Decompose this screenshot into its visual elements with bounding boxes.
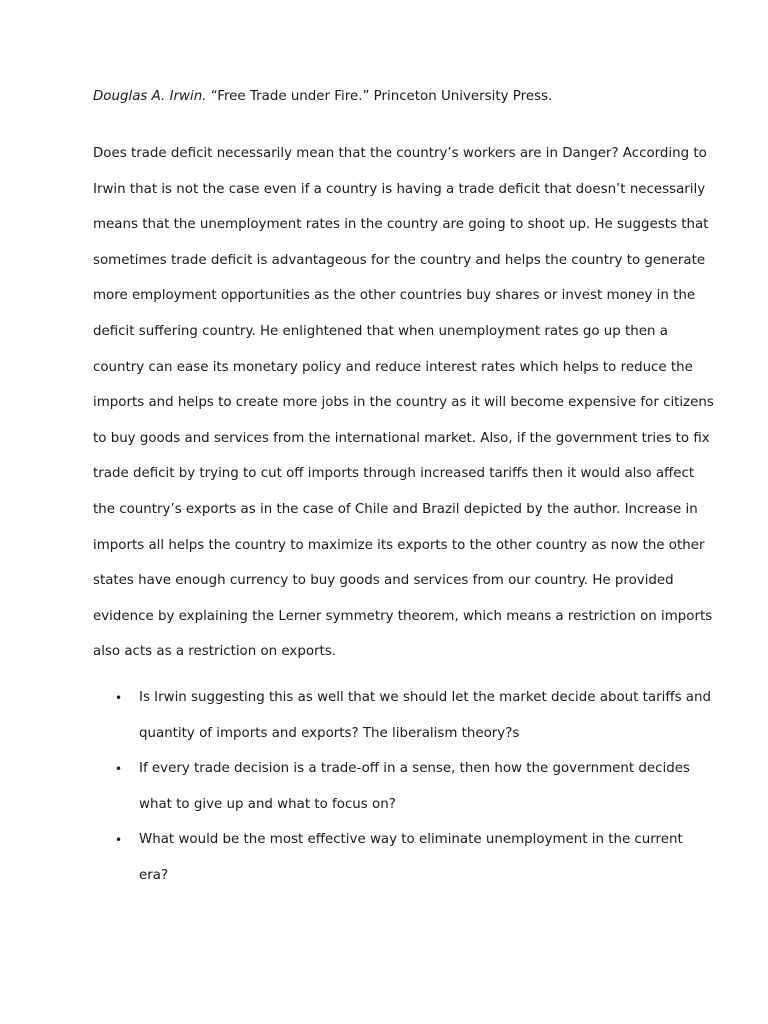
paragraph-line: to buy goods and services from the international market. Also, if the government tries to fix bbox=[93, 430, 710, 446]
paragraph-line: states have enough currency to buy goods and services from our country. He provided bbox=[93, 573, 674, 589]
paragraph-line: imports all helps the country to maximize its exports to the other country as now the other bbox=[93, 537, 705, 553]
citation-author: Douglas A. Irwin. bbox=[93, 89, 207, 104]
body-paragraph bbox=[93, 144, 714, 678]
paragraph-line: Irwin that is not the case even if a country is having a trade deficit that doesn’t necessarily bbox=[93, 181, 706, 197]
paragraph-line: more employment opportunities as the other countries buy shares or invest money in the bbox=[93, 288, 696, 304]
question-line: Is Irwin suggesting this as well that we should let the market decide about tariffs and bbox=[139, 690, 711, 705]
paragraph-line: deficit suffering country. He enlightened that when unemployment rates go up then a bbox=[93, 323, 668, 339]
question-list bbox=[93, 688, 711, 902]
paragraph-line: means that the unemployment rates in the country are going to shoot up. He suggests that bbox=[93, 217, 709, 233]
bullet-icon: • bbox=[115, 691, 123, 705]
paragraph-line: country can ease its monetary policy and reduce interest rates which helps to reduce the bbox=[93, 359, 693, 375]
question-line: What would be the most effective way to eliminate unemployment in the current bbox=[139, 832, 683, 848]
citation-line bbox=[93, 87, 693, 107]
paragraph-line: Does trade deficit necessarily mean that the country’s workers are in Danger? According to bbox=[93, 146, 707, 161]
bullet-icon: • bbox=[115, 833, 123, 848]
paragraph-line: also acts as a restriction on exports. bbox=[93, 644, 337, 660]
citation-title-publisher: “Free Trade under Fire.” Princeton University Press. bbox=[206, 89, 553, 104]
question-line: era? bbox=[139, 867, 169, 883]
question-item bbox=[93, 688, 711, 759]
paragraph-line: trade deficit by trying to cut off imports through increased tariffs then it would also affect bbox=[93, 466, 695, 482]
paragraph-line: imports and helps to create more jobs in the country as it will become expensive for citizens bbox=[93, 395, 714, 411]
question-item bbox=[93, 830, 693, 901]
paragraph-line: evidence by explaining the Lerner symmetry theorem, which means a restriction on imports bbox=[93, 608, 713, 624]
question-line: what to give up and what to focus on? bbox=[139, 796, 396, 812]
question-line: If every trade decision is a trade-off in a sense, then how the government decides bbox=[139, 761, 690, 777]
bullet-icon: • bbox=[115, 762, 123, 777]
question-item bbox=[93, 759, 693, 830]
paragraph-line: sometimes trade deficit is advantageous for the country and helps the country to generate bbox=[93, 252, 706, 268]
question-line: quantity of imports and exports? The liberalism theory?s bbox=[139, 725, 520, 741]
paragraph-line: the country’s exports as in the case of Chile and Brazil depicted by the author. Increase in bbox=[93, 501, 698, 517]
